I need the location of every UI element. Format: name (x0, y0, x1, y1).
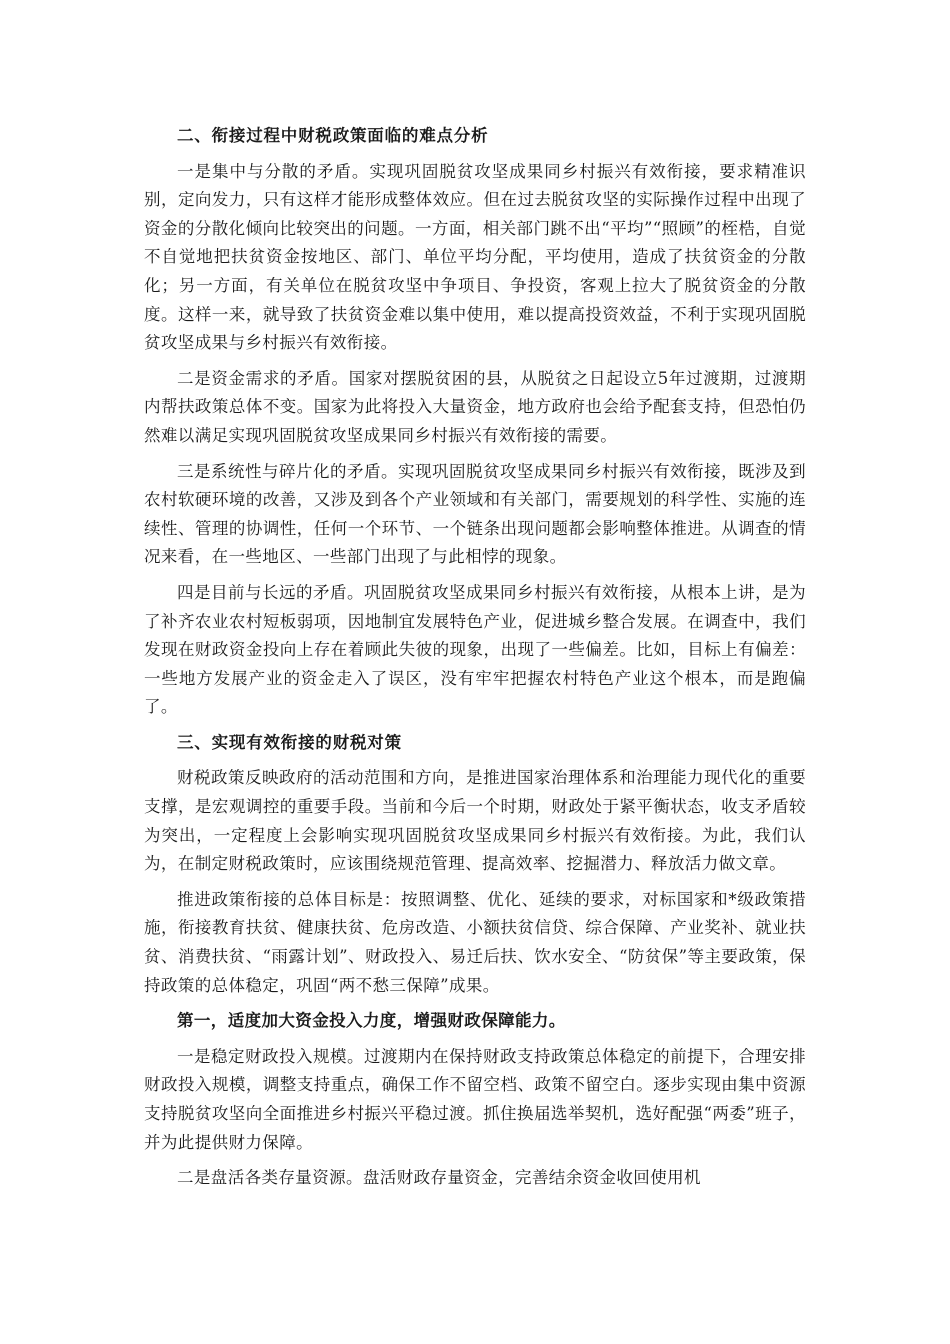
section-heading-difficulties: 二、衔接过程中财税政策面临的难点分析 (177, 126, 489, 145)
paragraph-funding-demand: 二是资金需求的矛盾。国家对摆脱贫困的县，从脱贫之日起设立5年过渡期，过渡期内帮扶政策总体不变。国家为此将投入大量资金，地方政府也会给予配套支持，但恐怕仍然难以满足实现巩固脱贫攻坚成果同乡村振兴有效衔接的需要。 (144, 368, 806, 445)
paragraph-systematic-vs-fragmented: 三是系统性与碎片化的矛盾。实现巩固脱贫攻坚成果同乡村振兴有效衔接，既涉及到农村软硬环境的改善，又涉及到各个产业领域和有关部门，需要规划的科学性、实施的连续性、管理的协调性，任何一个环节、一个链条出现问题都会影响整体推进。从调查的情况来看，在一些地区、一些部门出现了与此相悖的现象。 (144, 461, 806, 567)
paragraph-stabilize-investment: 一是稳定财政投入规模。过渡期内在保持财政支持政策总体稳定的前提下，合理安排财政投入规模，调整支持重点，确保工作不留空档、政策不留空白。逐步实现由集中资源支持脱贫攻坚向全面推进乡村振兴平稳过渡。抓住换届选举契机，选好配强“两委”班子，并为此提供财力保障。 (144, 1046, 806, 1152)
paragraph-current-vs-longterm: 四是目前与长远的矛盾。巩固脱贫攻坚成果同乡村振兴有效衔接，从根本上讲，是为了补齐农业农村短板弱项，因地制宜发展特色产业，促进城乡整合发展。在调查中，我们发现在财政资金投向上存在着顾此失彼的现象，出现了一些偏差。比如，目标上有偏差：一些地方发展产业的资金走入了误区，没有牢牢把握农村特色产业这个根本，而是跑偏了。 (144, 582, 806, 717)
section-heading-countermeasures: 三、实现有效衔接的财税对策 (177, 732, 402, 752)
paragraph-fiscal-policy: 财税政策反映政府的活动范围和方向，是推进国家治理体系和治理能力现代化的重要支撑，是宏观调控的重要手段。当前和今后一个时期，财政处于紧平衡状态，收支矛盾较为突出，一定程度上会影响实现巩固脱贫攻坚成果同乡村振兴有效衔接。为此，我们认为，在制定财税政策时，应该围绕规范管理、提高效率、挖掘潜力、释放活力做文章。 (144, 768, 806, 874)
paragraph-overall-goal: 推进政策衔接的总体目标是：按照调整、优化、延续的要求，对标国家和*级政策措施，衔接教育扶贫、健康扶贫、危房改造、小额扶贫信贷、综合保障、产业奖补、就业扶贫、消费扶贫、“雨露计划”、财政投入、易迁后扶、饮水安全、“防贫保”等主要政策，保持政策的总体稳定，巩固“两不愁三保障”成果。 (144, 889, 806, 995)
paragraph-revitalize-resources: 二是盘活各类存量资源。盘活财政存量资金，完善结余资金收回使用机 (177, 1168, 701, 1188)
subheading-first-measure: 第一，适度加大资金投入力度，增强财政保障能力。 (177, 1011, 566, 1031)
document-page (144, 122, 806, 1200)
paragraph-concentration-vs-dispersion: 一是集中与分散的矛盾。实现巩固脱贫攻坚成果同乡村振兴有效衔接，要求精准识别，定向发力，只有这样才能形成整体效应。但在过去脱贫攻坚的实际操作过程中出现了资金的分散化倾向比较突出的问题。一方面，相关部门跳不出“平均”“照顾”的桎梏，自觉不自觉地把扶贫资金按地区、部门、单位平均分配，平均使用，造成了扶贫资金的分散化；另一方面，有关单位在脱贫攻坚中争项目、争投资，客观上拉大了脱贫资金的分散度。这样一来，就导致了扶贫资金难以集中使用，难以提高投资效益，不利于实现巩固脱贫攻坚成果与乡村振兴有效衔接。 (144, 161, 806, 353)
